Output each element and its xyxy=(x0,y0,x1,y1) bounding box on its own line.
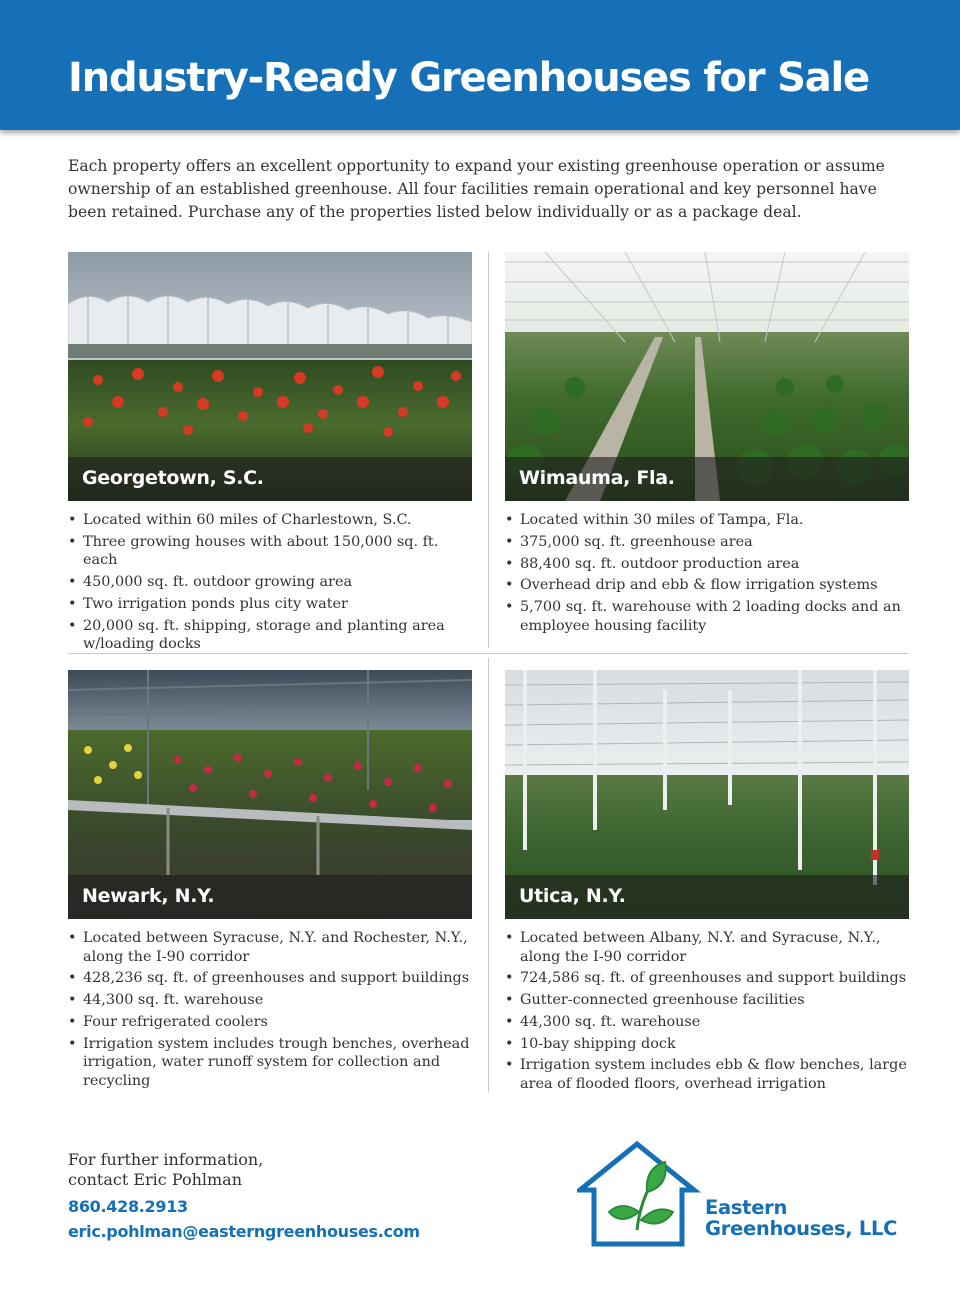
property-card-georgetown xyxy=(68,252,472,657)
property-photo-utica xyxy=(505,670,909,919)
list-item: • 5,700 sq. ft. warehouse with 2 loading docks and an employee housing facility xyxy=(505,598,909,635)
contact-block xyxy=(68,1150,420,1244)
header-banner xyxy=(0,0,960,130)
list-item: • 44,300 sq. ft. warehouse xyxy=(68,991,472,1010)
company-name xyxy=(705,1197,897,1239)
page-title: Industry-Ready Greenhouses for Sale xyxy=(68,55,869,101)
property-card-newark xyxy=(68,670,472,1093)
property-facts xyxy=(505,929,909,1093)
list-item: • Located between Syracuse, N.Y. and Rochester, N.Y., along the I-90 corridor xyxy=(68,929,472,966)
intro-paragraph: Each property offers an excellent opportunity to expand your existing greenhouse operation or assume ownership of an established greenhouse. All four facilities remain operational and key personnel have been retained. Purchase any of the properties listed below individually or as a package deal. xyxy=(68,157,885,221)
caption-bar xyxy=(68,875,472,919)
column-divider-bottom xyxy=(488,658,489,1092)
list-item: • 724,586 sq. ft. of greenhouses and support buildings xyxy=(505,969,909,988)
property-location: Utica, N.Y. xyxy=(519,885,626,907)
property-card-utica xyxy=(505,670,909,1097)
list-item: • 375,000 sq. ft. greenhouse area xyxy=(505,533,909,552)
property-location: Georgetown, S.C. xyxy=(82,467,264,489)
contact-email[interactable]: eric.pohlman@easterngreenhouses.com xyxy=(68,1222,420,1241)
greenhouse-leaf-icon xyxy=(577,1140,707,1250)
caption-bar xyxy=(505,457,909,501)
list-item: • Irrigation system includes ebb & flow benches, large area of flooded floors, overhead irrigation xyxy=(505,1056,909,1093)
list-item: • Overhead drip and ebb & flow irrigation systems xyxy=(505,576,909,595)
column-divider-top xyxy=(488,252,489,648)
caption-bar xyxy=(505,875,909,919)
list-item: • 20,000 sq. ft. shipping, storage and planting area w/loading docks xyxy=(68,617,472,654)
property-card-wimauma xyxy=(505,252,909,638)
list-item: • 450,000 sq. ft. outdoor growing area xyxy=(68,573,472,592)
list-item: • 44,300 sq. ft. warehouse xyxy=(505,1013,909,1032)
list-item: • 10-bay shipping dock xyxy=(505,1035,909,1054)
list-item: • Irrigation system includes trough benches, overhead irrigation, water runoff system for collection and recycling xyxy=(68,1035,472,1091)
property-location: Newark, N.Y. xyxy=(82,885,215,907)
list-item: • Located between Albany, N.Y. and Syracuse, N.Y., along the I-90 corridor xyxy=(505,929,909,966)
company-name-line1: Eastern xyxy=(705,1196,788,1219)
list-item: • Located within 30 miles of Tampa, Fla. xyxy=(505,511,909,530)
caption-bar xyxy=(68,457,472,501)
property-facts xyxy=(68,511,472,654)
property-photo-georgetown xyxy=(68,252,472,501)
list-item: • Four refrigerated coolers xyxy=(68,1013,472,1032)
list-item: • Two irrigation ponds plus city water xyxy=(68,595,472,614)
list-item: • 88,400 sq. ft. outdoor production area xyxy=(505,555,909,574)
list-item: • Three growing houses with about 150,000 sq. ft. each xyxy=(68,533,472,570)
company-name-line2: Greenhouses, LLC xyxy=(705,1217,898,1240)
property-facts xyxy=(505,511,909,635)
contact-intro-line: For further information, xyxy=(68,1150,264,1169)
property-photo-newark xyxy=(68,670,472,919)
property-photo-wimauma xyxy=(505,252,909,501)
list-item: • Located within 60 miles of Charlestown, S.C. xyxy=(68,511,472,530)
contact-name-line: contact Eric Pohlman xyxy=(68,1170,243,1189)
contact-phone[interactable]: 860.428.2913 xyxy=(68,1197,188,1216)
property-facts xyxy=(68,929,472,1090)
list-item: • 428,236 sq. ft. of greenhouses and support buildings xyxy=(68,969,472,988)
list-item: • Gutter-connected greenhouse facilities xyxy=(505,991,909,1010)
property-location: Wimauma, Fla. xyxy=(519,467,675,489)
company-logo xyxy=(577,1140,917,1250)
